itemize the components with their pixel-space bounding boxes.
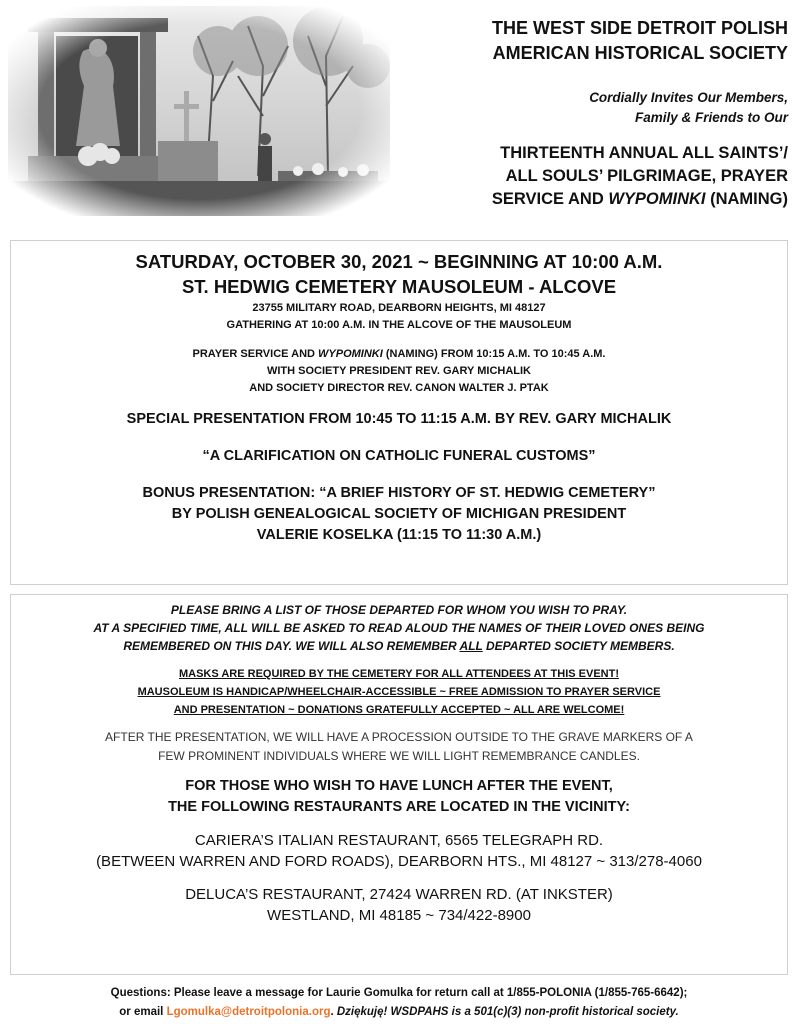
presentation-title: “A CLARIFICATION ON CATHOLIC FUNERAL CUSTOMS” <box>202 448 596 464</box>
event-title <box>392 142 788 211</box>
location-line: ST. HEDWIG CEMETERY MAUSOLEUM - ALCOVE <box>181 276 617 297</box>
notes-box <box>10 594 788 975</box>
restaurant-1-line-1: CARIERA’S ITALIAN RESTAURANT, 6565 TELEGRAPH RD. <box>194 832 604 849</box>
invite-line-2: Family & Friends to Our <box>634 110 788 125</box>
masks-line-1: MASKS ARE REQUIRED BY THE CEMETERY FOR ALL ATTENDEES AT THIS EVENT! <box>178 668 620 680</box>
restaurant-2-line-2: WESTLAND, MI 48185 ~ 734/422-8900 <box>267 907 531 924</box>
bring-list-line-2: AT A SPECIFIED TIME, ALL WILL BE ASKED TO READ ALOUD THE NAMES OF THEIR LOVED ONES BEING <box>93 621 705 635</box>
event-title-text: (NAMING) <box>705 190 788 208</box>
address: 23755 MILITARY ROAD, DEARBORN HEIGHTS, MI 48127 <box>252 302 546 314</box>
restaurant-1-line-2: (BETWEEN WARREN AND FORD ROADS), DEARBORN HTS., MI 48127 ~ 313/278-4060 <box>96 853 702 870</box>
prayer-service-line-3: AND SOCIETY DIRECTOR REV. CANON WALTER J. PTAK <box>249 382 549 394</box>
special-presentation: SPECIAL PRESENTATION FROM 10:45 TO 11:15 A.M. BY REV. GARY MICHALIK <box>126 411 672 427</box>
procession-line-1: AFTER THE PRESENTATION, WE WILL HAVE A PROCESSION OUTSIDE TO THE GRAVE MARKERS OF A <box>105 730 693 744</box>
event-title-emphasis: WYPOMINKI <box>608 190 706 208</box>
invite-line-1: Cordially Invites Our Members, <box>589 90 788 105</box>
procession-line-2: FEW PROMINENT INDIVIDUALS WHERE WE WILL LIGHT REMEMBRANCE CANDLES. <box>158 749 640 763</box>
footer <box>0 984 798 1022</box>
prayer-service-line-1 <box>11 346 787 363</box>
footer-text: or email <box>119 1006 167 1018</box>
masks-line-2: MAUSOLEUM IS HANDICAP/WHEELCHAIR-ACCESSIBLE ~ FREE ADMISSION TO PRAYER SERVICE <box>137 686 661 698</box>
header <box>392 8 792 211</box>
prayer-emphasis: WYPOMINKI <box>318 348 383 360</box>
footer-line-2 <box>0 1003 798 1022</box>
organization-name <box>392 16 788 66</box>
bring-list-line-1: PLEASE BRING A LIST OF THOSE DEPARTED FOR WHOM YOU WISH TO PRAY. <box>170 603 628 617</box>
lunch-line-2: THE FOLLOWING RESTAURANTS ARE LOCATED IN THE VICINITY: <box>168 799 630 815</box>
prayer-text: PRAYER SERVICE AND <box>192 348 319 360</box>
restaurant-2-line-1: DELUCA’S RESTAURANT, 27424 WARREN RD. (AT INKSTER) <box>185 886 613 903</box>
bonus-line-2: BY POLISH GENEALOGICAL SOCIETY OF MICHIGAN PRESIDENT <box>171 506 627 522</box>
footer-nonprofit-note: WSDPAHS is a 501(c)(3) non-profit historical society. <box>387 1006 679 1018</box>
event-title-line-2: ALL SOULS’ PILGRIMAGE, PRAYER <box>505 167 788 185</box>
bring-list-text: DEPARTED SOCIETY MEMBERS. <box>482 639 675 653</box>
invitation-text <box>392 88 788 128</box>
bonus-line-3: VALERIE KOSELKA (11:15 TO 11:30 A.M.) <box>256 527 542 543</box>
lunch-line-1: FOR THOSE WHO WISH TO HAVE LUNCH AFTER THE EVENT, <box>185 778 613 794</box>
date-line: SATURDAY, OCTOBER 30, 2021 ~ BEGINNING AT 10:00 A.M. <box>135 251 663 272</box>
footer-thanks: Dziękuję! <box>336 1006 388 1018</box>
cemetery-photo <box>8 6 390 216</box>
org-line-1: THE WEST SIDE DETROIT POLISH <box>491 18 788 38</box>
bring-list-emphasis: ALL <box>459 639 483 653</box>
prayer-service-line-2: WITH SOCIETY PRESIDENT REV. GARY MICHALIK <box>266 365 532 377</box>
bonus-line-1: BONUS PRESENTATION: “A BRIEF HISTORY OF ST. HEDWIG CEMETERY” <box>142 485 656 501</box>
prayer-text: (NAMING) FROM 10:15 A.M. TO 10:45 A.M. <box>382 348 606 360</box>
event-details-box <box>10 240 788 585</box>
event-title-line-3 <box>392 188 788 211</box>
event-title-text: SERVICE AND <box>491 190 609 208</box>
email-link[interactable]: Lgomulka@detroitpolonia.org <box>166 1006 331 1018</box>
bring-list-line-3 <box>11 637 787 655</box>
masks-line-3: AND PRESENTATION ~ DONATIONS GRATEFULLY ACCEPTED ~ ALL ARE WELCOME! <box>173 704 625 716</box>
event-title-line-1: THIRTEENTH ANNUAL ALL SAINTS’/ <box>500 144 788 162</box>
footer-text: . <box>330 1006 337 1018</box>
footer-line-1: Questions: Please leave a message for Laurie Gomulka for return call at 1/855-POLONIA (1/855-765-6642); <box>110 987 688 999</box>
gathering-info: GATHERING AT 10:00 A.M. IN THE ALCOVE OF THE MAUSOLEUM <box>226 319 572 331</box>
org-line-2: AMERICAN HISTORICAL SOCIETY <box>492 43 788 63</box>
bring-list-text: REMEMBERED ON THIS DAY. WE WILL ALSO REMEMBER <box>123 639 460 653</box>
